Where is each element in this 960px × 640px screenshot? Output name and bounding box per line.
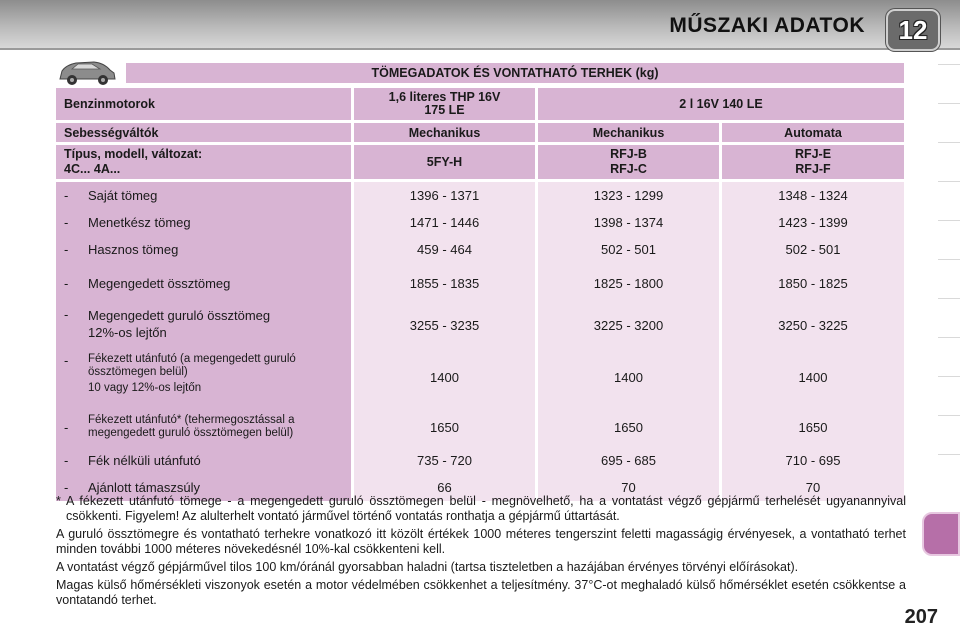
- table-cell: 1825 - 1800: [593, 275, 664, 291]
- table-cell: 1855 - 1835: [409, 275, 480, 291]
- weights-table: [56, 88, 904, 501]
- dash: -: [64, 419, 69, 435]
- table-cell: 70: [621, 480, 636, 495]
- row-label-text: Saját tömeg: [88, 188, 158, 203]
- dash: -: [64, 215, 69, 230]
- table-cell: 1398 - 1374: [593, 215, 664, 230]
- row-label-text: [88, 353, 350, 395]
- row-label-text: [88, 307, 270, 341]
- row-label-text: Megengedett össztömeg: [88, 275, 231, 291]
- row-label-main: Fékezett utánfutó (a megengedett guruló össztömegen belül): [88, 353, 296, 378]
- dash: -: [64, 188, 69, 203]
- chapter-tab[interactable]: [938, 103, 960, 132]
- chapter-tab[interactable]: [938, 259, 960, 288]
- car-icon: [56, 57, 118, 87]
- table-cell: 1396 - 1371: [409, 188, 480, 203]
- table-cell: 1650: [614, 419, 643, 435]
- values-column: [354, 182, 535, 501]
- row-label-text: Fék nélküli utánfutó: [88, 453, 201, 468]
- engine-label: Benzinmotorok: [56, 88, 351, 120]
- page-number: 207: [904, 606, 938, 628]
- row-label-text: Ajánlott támaszsúly: [88, 480, 200, 495]
- gearbox-header: Automata: [722, 123, 904, 142]
- chapter-tabs: [938, 64, 960, 534]
- type-header: [538, 145, 719, 179]
- table-cell: 502 - 501: [601, 242, 656, 257]
- table-cell: 1348 - 1324: [778, 188, 848, 203]
- gearbox-header: Mechanikus: [538, 123, 719, 142]
- type-label-line2: 4C... 4A...: [64, 162, 121, 176]
- type-code: 5FY-H: [426, 154, 463, 169]
- type-code: RFJ-E: [794, 147, 832, 161]
- chapter-tab[interactable]: [938, 181, 960, 210]
- row-label-text: Fékezett utánfutó* (tehermegosztással a megengedett guruló össztömegen belül): [88, 414, 295, 439]
- row-label-text: Menetkész tömeg: [88, 215, 191, 230]
- row-label-main: Megengedett guruló össztömeg: [88, 308, 271, 323]
- table-cell: 70: [805, 480, 821, 495]
- chapter-tab[interactable]: [938, 415, 960, 444]
- chapter-tab[interactable]: [938, 376, 960, 405]
- chapter-tab[interactable]: [938, 64, 960, 93]
- table-cell: 3250 - 3225: [778, 317, 848, 333]
- type-label: [56, 145, 351, 179]
- table-title: TÖMEGADATOK ÉS VONTATHATÓ TERHEK (kg): [126, 63, 904, 83]
- row-label: [64, 303, 351, 347]
- table-body: [56, 182, 904, 501]
- table-cell: 3255 - 3235: [409, 317, 480, 333]
- row-label: [64, 347, 351, 407]
- table-cell: 695 - 685: [601, 453, 656, 468]
- values-column: [722, 182, 904, 501]
- dash: -: [64, 453, 69, 468]
- type-code: RFJ-C: [610, 162, 647, 176]
- type-label-line1: Típus, modell, változat:: [64, 147, 203, 161]
- footnote: * A fékezett utánfutó tömege - a megengedett guruló össztömegen belül - megnövelhető, ha a vontatást végző gépjármű terhelését ugyanannyival csökkenti. Figyelem! Az alulterhelt vontató járművel történő vontatás ronthatja a gépjármű úttartását.: [56, 494, 906, 523]
- table-cell: 1400: [614, 369, 643, 385]
- chapter-badge: [886, 9, 940, 51]
- header-divider: [0, 48, 960, 50]
- table-cell: 502 - 501: [785, 242, 841, 257]
- row-label: [64, 263, 351, 303]
- table-cell: 1423 - 1399: [778, 215, 848, 230]
- chapter-tab[interactable]: [938, 454, 960, 483]
- row-label: [64, 447, 351, 474]
- type-header: [722, 145, 904, 179]
- table-cell: 1323 - 1299: [593, 188, 664, 203]
- type-code: RFJ-B: [610, 147, 647, 161]
- table-cell: 1650: [430, 419, 459, 435]
- table-cell: 1850 - 1825: [778, 275, 848, 291]
- row-label: [64, 182, 351, 209]
- note-paragraph: A guruló össztömegre és vontatható terhekre vonatkozó itt közölt értékek 1000 méteres tengerszint feletti magasságig érvényesek, a vontatható terhet minden további 1000 méteres növekedésnél 10%-kal csökkenteni kell.: [56, 527, 906, 556]
- note-paragraph: Magas külső hőmérsékleti viszonyok esetén a motor védelmében csökkenhet a teljesítmény. 37°C-ot meghaladó külső hőmérséklet esetén csökkentse a vontatandó terhet.: [56, 578, 906, 607]
- row-label: [64, 209, 351, 236]
- gearbox-label: Sebességváltók: [56, 123, 351, 142]
- chapter-number: 12: [898, 15, 928, 45]
- gearbox-header: Mechanikus: [354, 123, 535, 142]
- engine-header-1: [354, 88, 535, 120]
- table-cell: 710 - 695: [785, 453, 841, 468]
- type-header: [354, 145, 535, 179]
- table-cell: 1650: [798, 419, 828, 435]
- table-cell: 735 - 720: [417, 453, 472, 468]
- dash: -: [64, 353, 69, 368]
- row-label-text: Hasznos tömeg: [88, 242, 179, 257]
- chapter-tab[interactable]: [938, 337, 960, 366]
- values-column: [538, 182, 719, 501]
- row-label: [64, 407, 351, 447]
- dash: -: [64, 242, 69, 257]
- table-cell: 459 - 464: [417, 242, 472, 257]
- table-cell: 3225 - 3200: [593, 317, 664, 333]
- table-cell: 66: [437, 480, 452, 495]
- table-cell: 1400: [430, 369, 459, 385]
- chapter-tab-active[interactable]: [922, 512, 960, 556]
- dash: -: [64, 275, 69, 291]
- note-paragraph: A vontatást végző gépjárművel tilos 100 km/óránál gyorsabban haladni (tartsa tiszteletben a hazájában érvényes törvényi előírásokat).: [56, 560, 799, 574]
- engine-header-1-line1: 1,6 literes THP 16V: [388, 90, 501, 104]
- notes-section: [56, 494, 906, 611]
- dash: -: [64, 480, 69, 495]
- row-label-sub: 12%-os lejtőn: [88, 325, 167, 340]
- chapter-tab[interactable]: [938, 142, 960, 171]
- row-label-sub: 10 vagy 12%-os lejtőn: [88, 382, 202, 394]
- table-cell: 1400: [798, 369, 828, 385]
- engine-header-2: 2 l 16V 140 LE: [538, 88, 904, 120]
- chapter-tab[interactable]: [938, 220, 960, 249]
- chapter-tab[interactable]: [938, 298, 960, 327]
- engine-header-1-line2: 175 LE: [424, 103, 465, 117]
- row-label: [64, 236, 351, 263]
- table-cell: 1471 - 1446: [409, 215, 480, 230]
- chapter-title: MŰSZAKI ADATOK: [669, 14, 865, 37]
- type-code: RFJ-F: [795, 162, 831, 176]
- dash: -: [64, 307, 69, 322]
- row-labels: [56, 182, 351, 501]
